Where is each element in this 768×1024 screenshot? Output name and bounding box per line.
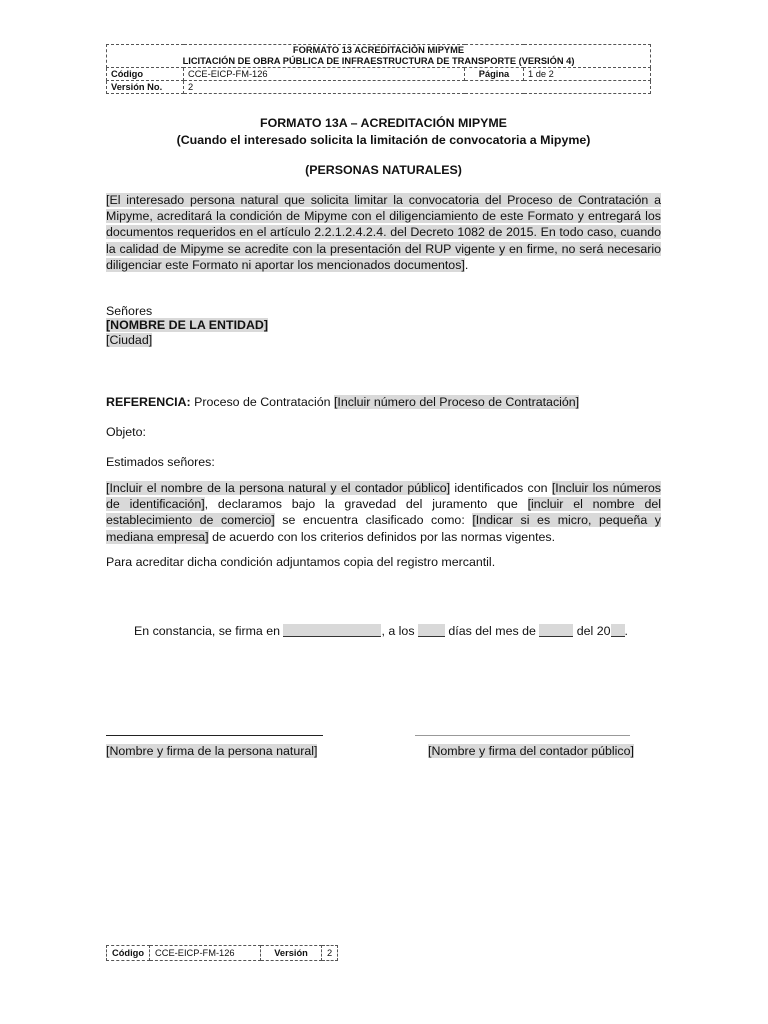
- signing-year-blank[interactable]: [611, 624, 625, 637]
- body-paragraph: [106, 480, 661, 545]
- reference-label: REFERENCIA:: [106, 395, 191, 409]
- object-label: Objeto:: [106, 425, 146, 439]
- header-line1: FORMATO 13 ACREDITACIÓN MIPYME: [292, 45, 465, 55]
- intro-text: [El interesado persona natural que solicita limitar la convocatoria del Proceso de Contratación a Mipyme, acreditará la condición de Mipyme con el diligenciamiento de este Formato y entregará los documentos requeridos en el artículo 2.2.1.2.4.2.4. del Decreto 1082 de 2015. En todo caso, cuando la calidad de Mipyme se acredite con la presentación del RUP vigente y en firme, no será necesario diligenciar este Formato ni aportar los mencionados documentos]: [106, 193, 661, 272]
- signing-day-blank[interactable]: [418, 624, 445, 637]
- footer-code-label: Código: [107, 946, 150, 961]
- footer-version-value: 2: [322, 946, 338, 961]
- salutation: Estimados señores:: [106, 455, 215, 469]
- intro-paragraph: [106, 192, 661, 273]
- addressee-entity: [NOMBRE DE LA ENTIDAD]: [106, 318, 268, 332]
- addressee-city-wrap: [106, 333, 152, 347]
- reference-line: [106, 395, 579, 409]
- body-text-2: , declaramos bajo la gravedad del juramento que: [204, 497, 528, 512]
- signing-text-3: días del mes de: [444, 624, 540, 638]
- body-placeholder-names: [Incluir el nombre de la persona natural y el contador público]: [106, 481, 451, 495]
- signing-text-2: , a los: [381, 624, 418, 638]
- section-title: (PERSONAS NATURALES): [305, 163, 462, 177]
- document-title: FORMATO 13A – ACREDITACIÓN MIPYME: [260, 116, 507, 130]
- body-text-3: se encuentra clasificado como:: [274, 513, 473, 528]
- page-label: Página: [465, 68, 524, 81]
- signing-month-blank[interactable]: [539, 624, 573, 637]
- header-table: [106, 44, 651, 94]
- signing-text-4: del 20: [573, 624, 611, 638]
- header-title: [107, 45, 651, 68]
- body-placeholder-ids: [Incluir los números de identificación]: [106, 481, 661, 512]
- signing-text-1: En constancia, se firma en: [134, 624, 284, 638]
- signature-line-right: [415, 735, 630, 736]
- signature-right-label: [Nombre y firma del contador público]: [428, 744, 634, 758]
- signature-left-label: [Nombre y firma de la persona natural]: [106, 744, 318, 758]
- version-label: Versión No.: [107, 81, 184, 94]
- signing-text-5: .: [624, 624, 628, 638]
- reference-text: Proceso de Contratación: [190, 395, 334, 409]
- body-text-4: de acuerdo con los criterios definidos por las normas vigentes.: [208, 529, 556, 544]
- code-label: Código: [107, 68, 184, 81]
- addressee-city: [Ciudad]: [106, 333, 153, 347]
- addressee-greeting: Señores: [106, 304, 153, 318]
- signature-left-wrap: [106, 744, 317, 758]
- document-subtitle: (Cuando el interesado solicita la limitación de convocatoria a Mipyme): [176, 133, 591, 147]
- footer-code-value: CCE-EICP-FM-126: [150, 946, 261, 961]
- body-placeholder-size: [Indicar si es micro, pequeña y mediana empresa]: [106, 513, 661, 544]
- reference-placeholder: [Incluir número del Proceso de Contratación]: [333, 395, 580, 409]
- intro-end: .: [464, 257, 469, 272]
- signature-line-left: [106, 735, 323, 736]
- addressee-entity-wrap: [106, 318, 268, 332]
- signing-statement: [134, 624, 628, 638]
- attachment-note: Para acreditar dicha condición adjuntamos copia del registro mercantil.: [106, 555, 496, 569]
- signing-place-blank[interactable]: [283, 624, 381, 637]
- footer-version-label: Versión: [261, 946, 322, 961]
- version-value: 2: [184, 81, 651, 94]
- footer-table: [106, 945, 338, 961]
- body-text-1: identificados con: [450, 481, 552, 495]
- header-line2: LICITACIÓN DE OBRA PÚBLICA DE INFRAESTRUCTURA DE TRANSPORTE (VERSIÓN 4): [182, 56, 575, 66]
- body-placeholder-establishment: [incluir el nombre del establecimiento de comercio]: [106, 497, 662, 528]
- page-value: 1 de 2: [524, 68, 651, 81]
- signature-right-wrap: [428, 744, 634, 758]
- code-value: CCE-EICP-FM-126: [184, 68, 465, 81]
